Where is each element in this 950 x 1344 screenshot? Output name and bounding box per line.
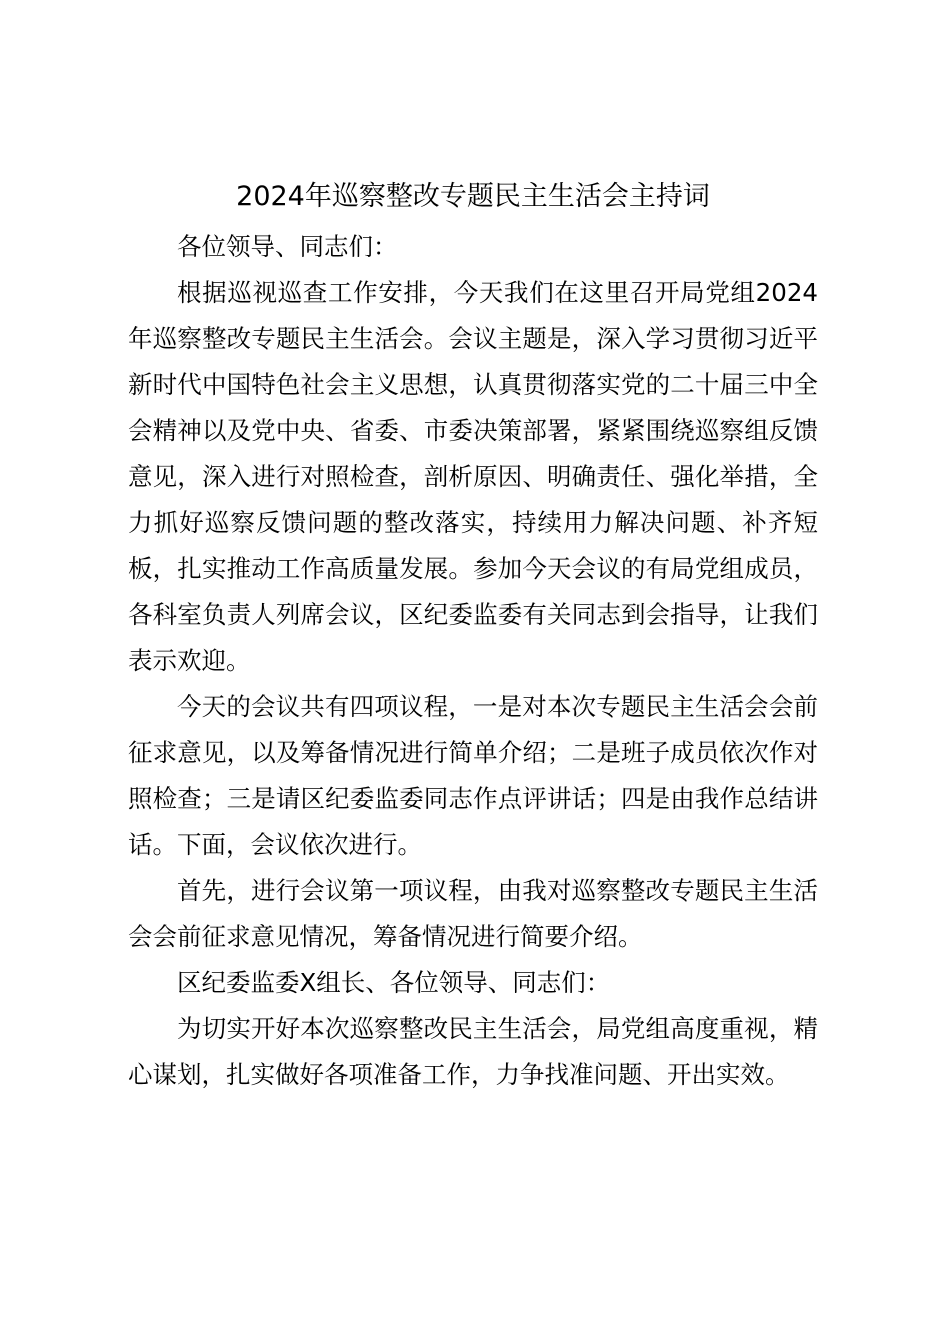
paragraph-meeting-intro: 根据巡视巡查工作安排，今天我们在这里召开局党组2024年巡察整改专题民主生活会。会议主题是，深入学习贯彻习近平新时代中国特色社会主义思想，认真贯彻落实党的二十届三中全会精神以及党中央、省委、市委决策部署，紧紧围绕巡察组反馈意见，深入进行对照检查，剖析原因、明确责任、强化举措，全力抓好巡察反馈问题的整改落实，持续用力解决问题、补齐短板，扎实推动工作高质量发展。参加今天会议的有局党组成员，各科室负责人列席会议，区纪委监委有关同志到会指导，让我们表示欢迎。 — [128, 278, 818, 675]
paragraph-agenda: 今天的会议共有四项议程，一是对本次专题民主生活会会前征求意见，以及筹备情况进行简单介绍；二是班子成员依次作对照检查；三是请区纪委监委同志作点评讲话；四是由我作总结讲话。下面，会议依次进行。 — [128, 692, 818, 859]
document-body — [128, 224, 818, 1098]
paragraph-preparation: 为切实开好本次巡察整改民主生活会，局党组高度重视，精心谋划，扎实做好各项准备工作，力争找准问题、开出实效。 — [128, 1014, 818, 1089]
paragraph-salutation: 各位领导、同志们： — [177, 232, 398, 261]
paragraph-first-item: 首先，进行会议第一项议程，由我对巡察整改专题民主生活会会前征求意见情况，筹备情况进行简要介绍。 — [128, 876, 818, 951]
paragraph-second-salutation: 区纪委监委X组长、各位领导、同志们： — [177, 968, 611, 997]
document-title: 2024年巡察整改专题民主生活会主持词 — [236, 181, 710, 212]
